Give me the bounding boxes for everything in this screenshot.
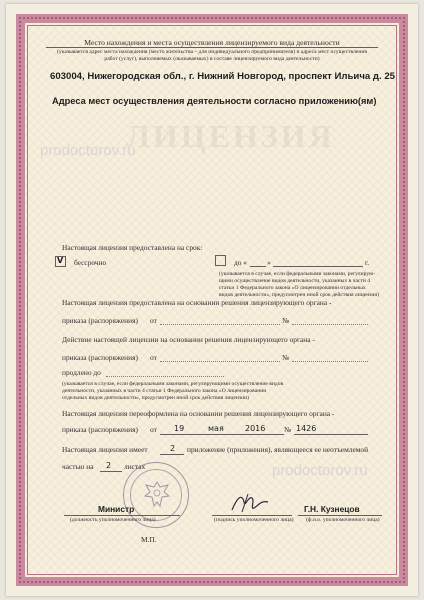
reissue-number: 1426 <box>296 424 317 433</box>
stamp-place-label: М.П. <box>141 535 157 544</box>
basis-order-label: приказа (распоряжения) <box>62 316 138 325</box>
header-rule <box>46 47 378 48</box>
signature-rule <box>212 515 292 516</box>
reissue-year: 2016 <box>245 424 266 433</box>
basis-number-label: № <box>282 316 290 325</box>
renewal-extended-label: продлено до <box>62 368 101 377</box>
renewal-note-3: отдельных видов деятельности», предусмотрен иной срок действия лицензии) <box>62 395 249 401</box>
until-date-rule <box>273 266 363 267</box>
until-quote: » <box>267 258 271 267</box>
renewal-line: Действие настоящей лицензии на основании решения лицензирующего органа - <box>62 335 315 344</box>
name-caption: (ф.и.о. уполномоченного лица) <box>306 517 380 523</box>
reissue-order-label: приказа (распоряжения) <box>62 425 138 434</box>
term-heading: Настоящая лицензия предоставлена на срок: <box>62 243 203 252</box>
renewal-from-label: от <box>150 353 157 362</box>
header-title: Место нахождения и места осуществления лицензируемого вида деятельности <box>84 38 340 47</box>
reissue-day: 19 <box>174 424 185 433</box>
unlimited-label: бессрочно <box>74 258 107 267</box>
term-note-4: видов деятельности», предусмотрен иной срок действия лицензии) <box>219 292 380 298</box>
renewal-note-2: деятельности, указанных в части 4 статьи 1 Федерального закона «О лицензировании <box>62 388 267 394</box>
signatory-name: Г.Н. Кузнецов <box>304 504 360 514</box>
renewal-extended-rule <box>106 376 224 377</box>
appendix-line-mid: приложение (приложения), являющееся ее неотъемлемой <box>187 445 369 454</box>
appendix-note: Адреса мест осуществления деятельности согласно приложению(ям) <box>52 96 377 106</box>
renewal-number-label: № <box>282 353 290 362</box>
reissue-line: Настоящая лицензия переоформлена на основании решения лицензирующего органа - <box>62 409 335 418</box>
renewal-date-rule <box>160 361 280 362</box>
header-subtitle-1: (указывается адрес места нахождения (место жительства – для индивидуального предпринимателя) и адреса мест осуществления <box>57 49 367 55</box>
checkbox-mark: V <box>57 256 64 265</box>
address-text: 603004, Нижегородская обл., г. Нижний Новгород, проспект Ильича д. 25 <box>50 71 395 82</box>
reissue-date-rule <box>160 434 284 435</box>
reissue-month: мая <box>208 424 224 433</box>
basis-number-rule <box>292 324 368 325</box>
watermark-right: prodoctorov.ru <box>272 462 368 479</box>
position-rule <box>64 515 180 516</box>
name-rule <box>298 515 382 516</box>
appendix-count-rule <box>160 454 184 455</box>
term-note-1: (указывается в случае, если федеральными законами, регулирую- <box>219 271 376 277</box>
header-subtitle-2: работ (услуг), выполняемых (оказываемых) в составе лицензируемого вида деятельности) <box>104 56 320 62</box>
renewal-order-label: приказа (распоряжения) <box>62 353 138 362</box>
renewal-number-rule <box>292 361 368 362</box>
license-sheet <box>6 4 418 596</box>
until-year-suffix: г. <box>365 258 370 267</box>
eagle-emblem-icon <box>142 479 172 511</box>
reissue-number-label: № <box>284 425 292 434</box>
reissue-from-label: от <box>150 425 157 434</box>
renewal-note-1: (указывается в случае, если федеральными законами, регулирующими осуществление видов <box>62 381 284 387</box>
signature-icon <box>228 492 272 516</box>
until-day-rule <box>250 266 266 267</box>
appendix-line-start: Настоящая лицензия имеет <box>62 445 148 454</box>
signatory-position: Министр <box>98 504 135 514</box>
term-note-3: статьи 1 Федерального закона «О лицензировании отдельных <box>219 285 366 291</box>
watermark-left: prodoctorov.ru <box>40 142 136 159</box>
reissue-number-rule <box>294 434 368 435</box>
appendix-part-label: частью на <box>62 462 94 471</box>
ghost-imprint: ЛИЦЕНЗИЯ <box>126 118 335 154</box>
appendix-sheets: 2 <box>106 461 112 470</box>
basis-date-rule <box>160 324 280 325</box>
appendix-sheets-label: листах <box>124 462 146 471</box>
appendix-sheets-rule <box>100 471 122 472</box>
until-label: до « <box>234 258 247 267</box>
basis-from-label: от <box>150 316 157 325</box>
signature-caption: (подпись уполномоченного лица) <box>214 517 294 523</box>
basis-line: Настоящая лицензия предоставлена на основании решения лицензирующего органа - <box>62 298 332 307</box>
position-caption: (должность уполномоченного лица) <box>70 517 156 523</box>
term-note-2: щими осуществление видов деятельности, указанных в части 4 <box>219 278 371 284</box>
until-checkbox <box>215 255 226 266</box>
appendix-count: 2 <box>170 444 176 453</box>
